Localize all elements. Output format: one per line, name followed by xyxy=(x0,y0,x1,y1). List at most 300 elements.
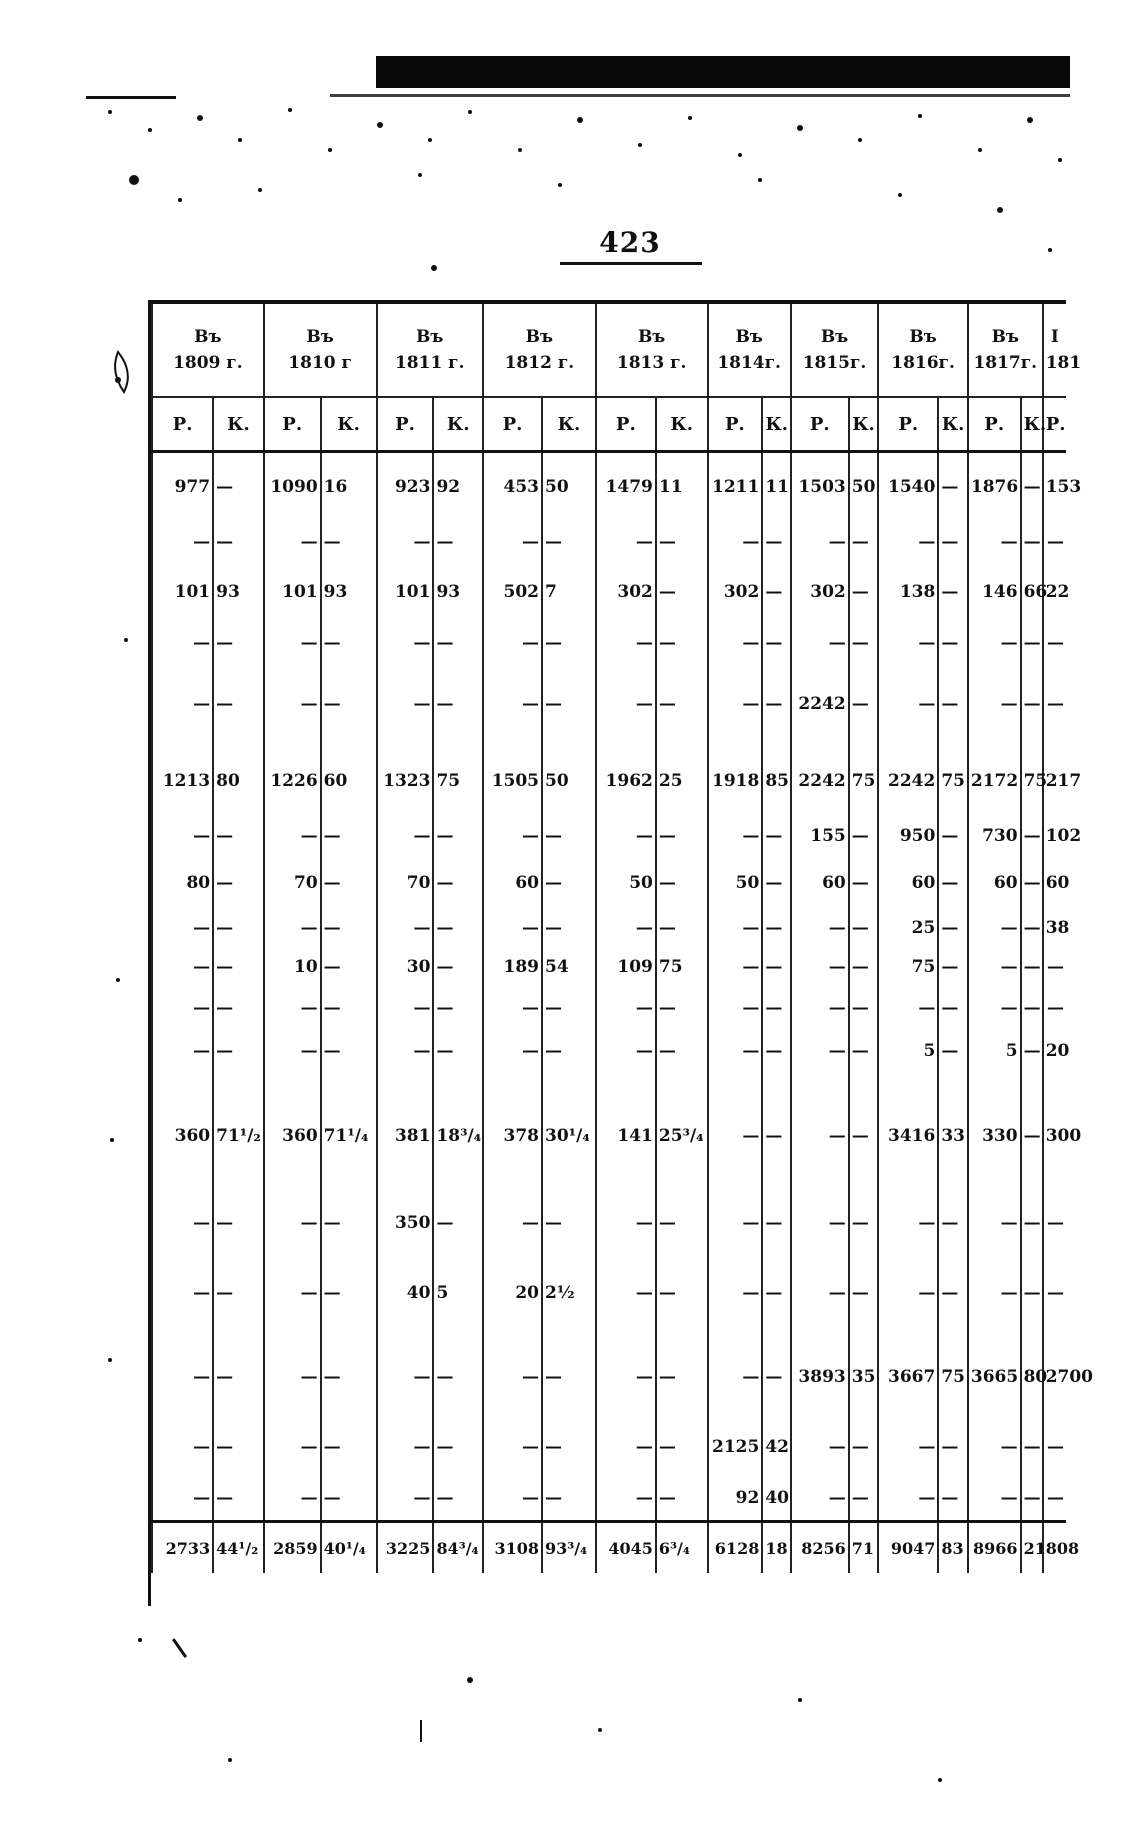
rubles-cell: — xyxy=(264,622,321,664)
rubles-cell: — xyxy=(596,990,656,1026)
year-header-cell xyxy=(596,304,708,397)
kopecks-cell: — xyxy=(656,1418,708,1476)
rubles-cell: — xyxy=(791,1026,849,1076)
kopecks-cell: — xyxy=(213,664,264,744)
kopecks-cell: — xyxy=(938,1476,968,1522)
year-header-cell xyxy=(708,304,791,397)
year-header-cell xyxy=(968,304,1043,397)
kopecks-cell: — xyxy=(762,1026,790,1076)
year-header-cell xyxy=(152,304,264,397)
kopecks-cell: — xyxy=(433,1196,483,1250)
kopecks-cell: 18³/₄ xyxy=(433,1076,483,1196)
kopecks-cell: — xyxy=(433,990,483,1026)
kopecks-cell: — xyxy=(542,854,596,912)
kopecks-cell: — xyxy=(849,622,879,664)
rubles-cell: — xyxy=(878,522,938,562)
rubles-cell: — xyxy=(791,1250,849,1336)
year-header-row xyxy=(152,304,1066,397)
year-value: 1810 г xyxy=(288,353,352,373)
rubles-cell: — xyxy=(968,912,1021,944)
rubles-cell: 300 xyxy=(1043,1076,1066,1196)
rubles-header: Р. xyxy=(264,397,321,452)
rubles-cell: — xyxy=(968,1418,1021,1476)
total-rubles-cell: 808 xyxy=(1043,1522,1066,1574)
rubles-cell: — xyxy=(152,912,213,944)
rubles-cell: 502 xyxy=(483,562,542,622)
kopecks-cell: — xyxy=(938,452,968,522)
rubles-cell: — xyxy=(483,990,542,1026)
rubles-cell: 3665 xyxy=(968,1336,1021,1418)
rubles-header: Р. xyxy=(878,397,938,452)
kopecks-cell: 25 xyxy=(656,744,708,818)
rubles-cell: 2700 xyxy=(1043,1336,1066,1418)
rubles-cell: 5 xyxy=(878,1026,938,1076)
rubles-cell: 40 xyxy=(377,1250,434,1336)
kopecks-cell: — xyxy=(213,522,264,562)
kopecks-cell: — xyxy=(656,622,708,664)
rubles-cell: — xyxy=(708,818,763,854)
kopecks-cell: — xyxy=(938,912,968,944)
year-header-cell xyxy=(791,304,878,397)
rubles-cell: — xyxy=(483,1476,542,1522)
total-kopecks-cell: 83 xyxy=(938,1522,968,1574)
rubles-cell: — xyxy=(878,1476,938,1522)
rubles-cell: — xyxy=(152,990,213,1026)
year-header-cell xyxy=(377,304,483,397)
kopecks-cell: — xyxy=(321,622,377,664)
rubles-cell: 2172 xyxy=(968,744,1021,818)
rubles-cell: 70 xyxy=(264,854,321,912)
rubles-cell: — xyxy=(968,622,1021,664)
kopecks-cell: — xyxy=(213,854,264,912)
kopecks-cell: — xyxy=(213,622,264,664)
kopecks-cell: 2½ xyxy=(542,1250,596,1336)
rubles-cell: — xyxy=(264,990,321,1026)
kopecks-cell: — xyxy=(938,944,968,990)
kopecks-cell: — xyxy=(433,1418,483,1476)
rubles-cell: 38 xyxy=(1043,912,1066,944)
kopecks-cell: — xyxy=(762,1336,790,1418)
rubles-cell: 60 xyxy=(483,854,542,912)
rubles-header: Р. xyxy=(483,397,542,452)
total-kopecks-cell: 40¹/₄ xyxy=(321,1522,377,1574)
rubles-cell: 101 xyxy=(377,562,434,622)
year-prefix: Въ xyxy=(991,327,1019,347)
rubles-cell: — xyxy=(377,1476,434,1522)
total-rubles-cell: 3108 xyxy=(483,1522,542,1574)
rubles-cell: — xyxy=(1043,1476,1066,1522)
rubles-cell: — xyxy=(968,664,1021,744)
page-number-rule xyxy=(560,262,702,265)
rubles-cell: — xyxy=(264,522,321,562)
rubles-cell: 1323 xyxy=(377,744,434,818)
table-row xyxy=(152,452,1066,522)
kopecks-cell: — xyxy=(321,522,377,562)
kopecks-cell: — xyxy=(213,912,264,944)
rubles-cell: 189 xyxy=(483,944,542,990)
rubles-cell: — xyxy=(377,1026,434,1076)
rubles-cell: 20 xyxy=(1043,1026,1066,1076)
kopecks-cell: 50 xyxy=(542,744,596,818)
kopecks-cell: 5 xyxy=(433,1250,483,1336)
kopecks-cell: — xyxy=(321,1196,377,1250)
kopecks-cell: — xyxy=(762,1250,790,1336)
kopecks-cell: — xyxy=(1021,944,1043,990)
kopecks-cell: — xyxy=(762,944,790,990)
year-prefix: Въ xyxy=(306,327,334,347)
rubles-cell: 60 xyxy=(1043,854,1066,912)
kopecks-cell: 71¹/₄ xyxy=(321,1076,377,1196)
rubles-cell: — xyxy=(791,1476,849,1522)
kopecks-cell: — xyxy=(321,1476,377,1522)
kopecks-cell: — xyxy=(938,1196,968,1250)
kopecks-cell: — xyxy=(321,944,377,990)
rubles-cell: — xyxy=(708,622,763,664)
kopecks-cell: — xyxy=(938,1250,968,1336)
kopecks-cell: 54 xyxy=(542,944,596,990)
rubles-cell: 1918 xyxy=(708,744,763,818)
kopecks-cell: 80 xyxy=(1021,1336,1043,1418)
total-kopecks-cell: 93³/₄ xyxy=(542,1522,596,1574)
table-row xyxy=(152,1196,1066,1250)
table-row xyxy=(152,744,1066,818)
total-rubles-cell: 6128 xyxy=(708,1522,763,1574)
rubles-cell: — xyxy=(483,1026,542,1076)
year-value: 1814г. xyxy=(717,353,781,373)
total-rubles-cell: 2733 xyxy=(152,1522,213,1574)
rubles-cell: — xyxy=(708,990,763,1026)
rubles-cell: 1962 xyxy=(596,744,656,818)
kopecks-cell: — xyxy=(213,1336,264,1418)
rubles-cell: — xyxy=(152,944,213,990)
rubles-cell: 20 xyxy=(483,1250,542,1336)
page-number: 423 xyxy=(599,226,661,259)
kopecks-cell: — xyxy=(849,1196,879,1250)
kopecks-cell: — xyxy=(321,818,377,854)
rubles-cell: — xyxy=(596,1336,656,1418)
year-prefix: Въ xyxy=(637,327,666,347)
kopecks-cell: — xyxy=(321,1418,377,1476)
kopecks-cell: — xyxy=(433,818,483,854)
rubles-cell: — xyxy=(377,990,434,1026)
kopecks-cell: — xyxy=(849,818,879,854)
kopecks-cell: — xyxy=(1021,1196,1043,1250)
kopecks-cell: — xyxy=(1021,1026,1043,1076)
rubles-header: Р. xyxy=(152,397,213,452)
kopecks-cell: — xyxy=(321,990,377,1026)
rubles-header: Р. xyxy=(968,397,1021,452)
total-kopecks-cell: 18 xyxy=(762,1522,790,1574)
kopecks-cell: — xyxy=(321,1336,377,1418)
kopecks-cell: — xyxy=(849,1250,879,1336)
kopecks-cell: — xyxy=(938,854,968,912)
kopecks-cell: — xyxy=(762,1076,790,1196)
rubles-cell: — xyxy=(791,622,849,664)
kopecks-cell: 25³/₄ xyxy=(656,1076,708,1196)
rubles-cell: — xyxy=(1043,1250,1066,1336)
kopecks-cell: — xyxy=(542,818,596,854)
rubles-cell: 3667 xyxy=(878,1336,938,1418)
kopecks-cell: — xyxy=(213,944,264,990)
total-kopecks-cell: 21 xyxy=(1021,1522,1043,1574)
year-prefix: Въ xyxy=(525,327,554,347)
rubles-cell: — xyxy=(968,522,1021,562)
kopecks-cell: — xyxy=(762,854,790,912)
total-rubles-cell: 3225 xyxy=(377,1522,434,1574)
totals-row xyxy=(152,1522,1066,1574)
table-row xyxy=(152,562,1066,622)
rubles-cell: 70 xyxy=(377,854,434,912)
kopecks-cell: — xyxy=(1021,1418,1043,1476)
kopecks-cell: — xyxy=(213,1250,264,1336)
kopecks-cell: — xyxy=(656,522,708,562)
kopecks-cell: — xyxy=(762,1196,790,1250)
rubles-cell: — xyxy=(264,912,321,944)
rubles-cell: — xyxy=(791,944,849,990)
kopecks-cell: — xyxy=(1021,522,1043,562)
rubles-cell: — xyxy=(377,522,434,562)
rubles-cell: — xyxy=(791,522,849,562)
ledger-grid xyxy=(151,304,1094,1573)
year-value: 1812 г. xyxy=(504,353,575,373)
kopecks-cell: — xyxy=(849,1076,879,1196)
kopecks-cell: — xyxy=(938,664,968,744)
unit-header-row xyxy=(152,397,1066,452)
rubles-cell: — xyxy=(152,1418,213,1476)
kopecks-cell: — xyxy=(1021,912,1043,944)
rubles-cell: 2242 xyxy=(791,744,849,818)
rubles-cell: — xyxy=(483,664,542,744)
rubles-cell: 360 xyxy=(264,1076,321,1196)
year-prefix: Въ xyxy=(416,327,444,347)
rubles-cell: — xyxy=(377,1336,434,1418)
kopecks-cell: — xyxy=(656,562,708,622)
kopecks-cell: 93 xyxy=(433,562,483,622)
kopecks-cell: — xyxy=(849,1418,879,1476)
kopecks-header: К. xyxy=(1021,397,1043,452)
year-header-cell xyxy=(483,304,596,397)
rubles-cell: — xyxy=(968,944,1021,990)
kopecks-cell: — xyxy=(433,622,483,664)
kopecks-cell: 60 xyxy=(321,744,377,818)
rubles-cell: — xyxy=(596,912,656,944)
kopecks-cell: 75 xyxy=(938,744,968,818)
kopecks-cell: — xyxy=(762,664,790,744)
rubles-cell: 60 xyxy=(968,854,1021,912)
total-rubles-cell: 8256 xyxy=(791,1522,849,1574)
table-row xyxy=(152,1418,1066,1476)
rubles-cell: 155 xyxy=(791,818,849,854)
rubles-cell: 3416 xyxy=(878,1076,938,1196)
ledger-table xyxy=(148,300,1094,1606)
rubles-cell: 730 xyxy=(968,818,1021,854)
rubles-cell: 302 xyxy=(596,562,656,622)
kopecks-cell: — xyxy=(321,1250,377,1336)
kopecks-cell: — xyxy=(1021,990,1043,1026)
rubles-cell: 302 xyxy=(708,562,763,622)
kopecks-cell: 93 xyxy=(321,562,377,622)
table-row xyxy=(152,1250,1066,1336)
rubles-cell: 60 xyxy=(791,854,849,912)
kopecks-cell: 75 xyxy=(656,944,708,990)
rubles-cell: 75 xyxy=(878,944,938,990)
kopecks-cell: — xyxy=(433,522,483,562)
rubles-header: Р. xyxy=(791,397,849,452)
kopecks-cell: — xyxy=(1021,818,1043,854)
kopecks-cell: — xyxy=(1021,1476,1043,1522)
rubles-cell: — xyxy=(483,818,542,854)
kopecks-cell: 35 xyxy=(849,1336,879,1418)
rubles-cell: — xyxy=(968,990,1021,1026)
rubles-cell: — xyxy=(791,1418,849,1476)
rubles-cell: 138 xyxy=(878,562,938,622)
kopecks-cell: — xyxy=(433,854,483,912)
rubles-cell: 25 xyxy=(878,912,938,944)
kopecks-header: К. xyxy=(762,397,790,452)
rubles-header: Р. xyxy=(1043,397,1066,452)
rubles-cell: — xyxy=(708,1336,763,1418)
rubles-cell: 378 xyxy=(483,1076,542,1196)
total-rubles-cell: 9047 xyxy=(878,1522,938,1574)
kopecks-cell: — xyxy=(938,1026,968,1076)
kopecks-cell: — xyxy=(938,522,968,562)
rubles-cell: — xyxy=(878,990,938,1026)
rubles-cell: — xyxy=(483,522,542,562)
rubles-cell: — xyxy=(708,1250,763,1336)
kopecks-header: К. xyxy=(433,397,483,452)
total-rubles-cell: 4045 xyxy=(596,1522,656,1574)
kopecks-cell: — xyxy=(656,1476,708,1522)
year-prefix: Въ xyxy=(909,327,937,347)
kopecks-cell: — xyxy=(433,1026,483,1076)
rubles-cell: — xyxy=(152,818,213,854)
rubles-cell: — xyxy=(264,818,321,854)
kopecks-header: К. xyxy=(213,397,264,452)
kopecks-cell: 11 xyxy=(656,452,708,522)
rubles-cell: 217 xyxy=(1043,744,1066,818)
rubles-cell: — xyxy=(264,1196,321,1250)
kopecks-cell: — xyxy=(656,1026,708,1076)
kopecks-cell: — xyxy=(656,664,708,744)
table-row xyxy=(152,1026,1066,1076)
kopecks-cell: — xyxy=(849,522,879,562)
rubles-cell: 1540 xyxy=(878,452,938,522)
kopecks-cell: 75 xyxy=(849,744,879,818)
rubles-cell: — xyxy=(377,818,434,854)
kopecks-cell: 80 xyxy=(213,744,264,818)
rubles-cell: — xyxy=(1043,622,1066,664)
kopecks-cell: — xyxy=(213,1196,264,1250)
rubles-cell: — xyxy=(708,944,763,990)
kopecks-cell: 93 xyxy=(213,562,264,622)
kopecks-cell: — xyxy=(1021,1076,1043,1196)
kopecks-cell: — xyxy=(1021,1250,1043,1336)
kopecks-cell: — xyxy=(213,1418,264,1476)
rubles-cell: — xyxy=(152,1026,213,1076)
rubles-cell: 80 xyxy=(152,854,213,912)
rubles-cell: 381 xyxy=(377,1076,434,1196)
kopecks-header: К. xyxy=(321,397,377,452)
rubles-header: Р. xyxy=(596,397,656,452)
kopecks-cell: — xyxy=(321,1026,377,1076)
kopecks-cell: — xyxy=(1021,664,1043,744)
rubles-cell: 1479 xyxy=(596,452,656,522)
kopecks-cell: 40 xyxy=(762,1476,790,1522)
rubles-cell: — xyxy=(152,622,213,664)
kopecks-cell: — xyxy=(849,854,879,912)
kopecks-cell: — xyxy=(656,912,708,944)
kopecks-cell: — xyxy=(656,854,708,912)
rubles-cell: — xyxy=(1043,1418,1066,1476)
kopecks-cell: — xyxy=(433,664,483,744)
rubles-header: Р. xyxy=(377,397,434,452)
rubles-cell: 1226 xyxy=(264,744,321,818)
rubles-cell: 302 xyxy=(791,562,849,622)
kopecks-cell: — xyxy=(938,990,968,1026)
kopecks-cell: — xyxy=(656,818,708,854)
kopecks-cell: — xyxy=(321,912,377,944)
kopecks-cell: — xyxy=(542,1476,596,1522)
table-row xyxy=(152,622,1066,664)
kopecks-cell: — xyxy=(542,622,596,664)
kopecks-cell: — xyxy=(321,664,377,744)
kopecks-cell: — xyxy=(1021,622,1043,664)
rubles-cell: — xyxy=(596,664,656,744)
rubles-cell: 50 xyxy=(708,854,763,912)
kopecks-cell: — xyxy=(321,854,377,912)
rubles-cell: — xyxy=(152,1196,213,1250)
kopecks-header: К. xyxy=(656,397,708,452)
kopecks-cell: 30¹/₄ xyxy=(542,1076,596,1196)
kopecks-cell: — xyxy=(1021,854,1043,912)
kopecks-cell: 66 xyxy=(1021,562,1043,622)
rubles-cell: — xyxy=(968,1196,1021,1250)
total-kopecks-cell: 84³/₄ xyxy=(433,1522,483,1574)
year-header-cell xyxy=(264,304,377,397)
rubles-cell: 923 xyxy=(377,452,434,522)
rubles-cell: 453 xyxy=(483,452,542,522)
table-row xyxy=(152,1076,1066,1196)
kopecks-cell: 33 xyxy=(938,1076,968,1196)
rubles-cell: — xyxy=(596,1418,656,1476)
kopecks-cell: — xyxy=(849,562,879,622)
rubles-cell: — xyxy=(152,664,213,744)
rubles-cell: — xyxy=(264,1250,321,1336)
rubles-cell: — xyxy=(708,1196,763,1250)
year-value: 1811 г. xyxy=(394,353,465,373)
rubles-cell: 2125 xyxy=(708,1418,763,1476)
kopecks-header: К. xyxy=(938,397,968,452)
kopecks-cell: — xyxy=(433,944,483,990)
total-rubles-cell: 8966 xyxy=(968,1522,1021,1574)
rubles-cell: — xyxy=(596,1476,656,1522)
rubles-cell: 22 xyxy=(1043,562,1066,622)
kopecks-cell: — xyxy=(542,912,596,944)
kopecks-cell: 92 xyxy=(433,452,483,522)
kopecks-cell: 50 xyxy=(542,452,596,522)
table-row xyxy=(152,1336,1066,1418)
rubles-cell: — xyxy=(152,1476,213,1522)
kopecks-cell: — xyxy=(542,664,596,744)
year-value: 1815г. xyxy=(802,353,867,373)
kopecks-cell: — xyxy=(762,818,790,854)
kopecks-cell: 85 xyxy=(762,744,790,818)
rubles-cell: 102 xyxy=(1043,818,1066,854)
rubles-cell: — xyxy=(791,1196,849,1250)
year-header-cell xyxy=(1043,304,1082,397)
kopecks-cell: 42 xyxy=(762,1418,790,1476)
rubles-cell: 10 xyxy=(264,944,321,990)
